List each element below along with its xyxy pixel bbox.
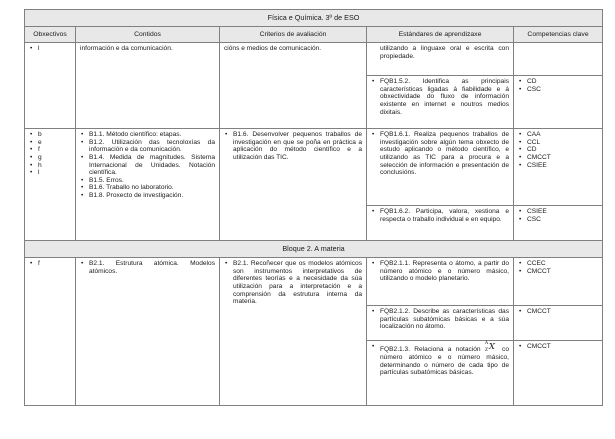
header-standards: Estándares de aprendizaxe [367, 27, 514, 43]
criteria-cell [220, 258, 367, 406]
competences-cell [514, 258, 603, 306]
notation-symbol: X [488, 342, 495, 352]
standard-text: • FQB2.1.1. Representa o átomo, a partir do número atómico e o número másico, utilizando o modelo planetario. [371, 260, 509, 283]
standard-text-after: co número atómico e o número másico, determinando o número de cada tipo de partículas subatómicas básicas. [380, 346, 509, 377]
competences-cell [514, 43, 603, 76]
standard-cell [367, 76, 514, 129]
objective-item: • f [29, 260, 71, 268]
standard-text: • FQB1.6.1. Realiza pequenos traballos de investigación sobre algún tema obxecto de estudo aplicando o método científico, e utilizando as TIC para a procura e a selección de información e presentación de conclusións. [371, 131, 509, 177]
standard-cell [367, 129, 514, 206]
content-item: • B1.1. Método científico: etapas. [80, 131, 215, 139]
standard-text: • FQB1.5.2. Identifica as principais características ligadas á fiabilidade e á obxectividade do fluxo de información existente en internet e noutros medios dixitais. [371, 78, 509, 116]
competence-item: • CMCCT [518, 308, 598, 316]
table-row [25, 43, 603, 76]
criterion-item: • B1.6. Desenvolver pequenos traballos de investigación en que se poña en práctica a aplicación do método científico e a utilización das TIC. [224, 131, 362, 162]
table-row [25, 129, 603, 206]
standard-text: • FQB2.1.2. Describe as características das partículas subatómicas básicas e a súa localización no átomo. [371, 308, 509, 331]
competence-item: • CD [518, 146, 598, 154]
contents-cell [76, 43, 220, 129]
contents-cell [76, 129, 220, 241]
header-criteria: Criterios de avaliación [220, 27, 367, 43]
criteria-cell [220, 43, 367, 129]
standard-text: • FQB1.6.2. Participa, valora, xestiona e respecta o traballo individual e en equipo. [371, 208, 509, 223]
objective-item: • l [29, 45, 71, 53]
notation-atomic-number: Z [484, 348, 488, 353]
standard-cell [367, 306, 514, 341]
competence-item: • CAA [518, 131, 598, 139]
header-competences: Competencias clave [514, 27, 603, 43]
content-item: • B1.2. Utilización das tecnoloxías da información e da comunicación. [80, 139, 215, 154]
competences-cell [514, 206, 603, 241]
standard-cell [367, 341, 514, 406]
standard-cell [367, 206, 514, 241]
objective-item: • h [29, 162, 71, 170]
content-item: • B2.1. Estrutura atómica. Modelos atómicos. [80, 260, 215, 275]
competences-cell [514, 341, 603, 406]
standard-cell [367, 43, 514, 76]
competences-cell [514, 129, 603, 206]
header-objectives: Obxectivos [25, 27, 76, 43]
nuclide-notation [485, 343, 498, 354]
standard-cell [367, 258, 514, 306]
table-row [25, 258, 603, 306]
standard-text: utilizando a linguaxe oral e escrita con propiedade. [380, 45, 509, 60]
objective-item: • f [29, 146, 71, 154]
competence-item: • CD [518, 78, 598, 86]
curriculum-table [24, 9, 603, 406]
content-item: • B1.5. Erros. [80, 177, 215, 185]
competence-item: • CSIEE [518, 208, 598, 216]
competence-item: • CSC [518, 216, 598, 224]
criteria-cell [220, 129, 367, 241]
standard-text [371, 343, 509, 377]
header-contents: Contidos [76, 27, 220, 43]
competence-item: • CMCCT [518, 268, 598, 276]
criteria-text: cións e medios de comunicación. [224, 45, 322, 52]
competences-cell [514, 306, 603, 341]
criterion-item: • B2.1. Recoñecer que os modelos atómicos son instrumentos interpretativos de diferentes teorías e a necesidade da súa utilización para a interpretación e a comprensión da estrutura interna da materia. [224, 260, 362, 306]
competence-item: • CMCCT [518, 343, 598, 351]
notation-mass-number: A [484, 341, 489, 346]
table-title-row [25, 10, 603, 27]
objective-item: • b [29, 131, 71, 139]
objective-item: • e [29, 139, 71, 147]
objectives-cell [25, 129, 76, 241]
objective-item: • l [29, 169, 71, 177]
competence-item: • CMCCT [518, 154, 598, 162]
standard-text-before: FQB2.1.3. Relaciona a notación [380, 346, 481, 353]
competence-item: • CSC [518, 86, 598, 94]
content-item: • B1.6. Traballo no laboratorio. [80, 184, 215, 192]
contents-cell [76, 258, 220, 406]
competence-item: • CCEC [518, 260, 598, 268]
competence-item: • CCL [518, 139, 598, 147]
objectives-cell [25, 43, 76, 129]
competences-cell [514, 76, 603, 129]
objectives-cell [25, 258, 76, 406]
block-title: Bloque 2. A materia [25, 241, 603, 258]
block-title-row [25, 241, 603, 258]
contents-text: información e da comunicación. [80, 45, 173, 52]
competence-item: • CSIEE [518, 162, 598, 170]
content-item: • B1.4. Medida de magnitudes. Sistema Internacional de Unidades. Notación científica. [80, 154, 215, 177]
column-header-row [25, 27, 603, 43]
objective-item: • g [29, 154, 71, 162]
table-title: Física e Química. 3º de ESO [25, 10, 603, 27]
content-item: • B1.8. Proxecto de investigación. [80, 192, 215, 200]
